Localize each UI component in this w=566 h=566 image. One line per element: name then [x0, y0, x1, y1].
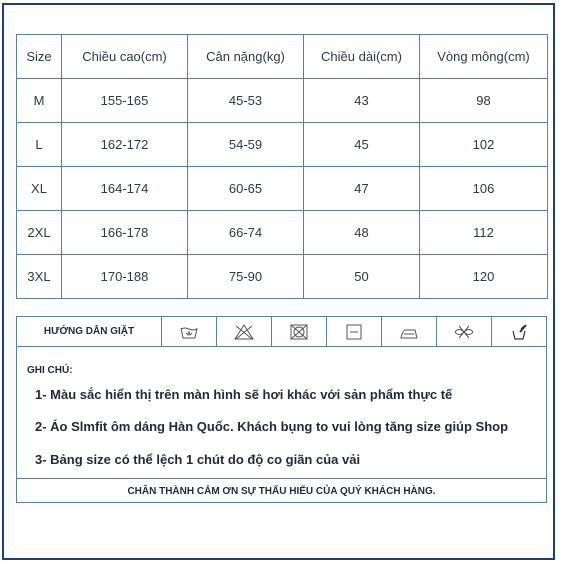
table-header-row	[17, 35, 548, 79]
cell-size: XL	[17, 167, 62, 211]
cell-length: 45	[304, 123, 420, 167]
thank-you-message: CHÂN THÀNH CẢM ƠN SỰ THẤU HIỂU CỦA QUÝ KHÁCH HÀNG.	[17, 478, 546, 503]
cell-size: M	[17, 79, 62, 123]
cell-length: 43	[304, 79, 420, 123]
iron-icon	[398, 323, 420, 341]
cell-size: 2XL	[17, 211, 62, 255]
notes-title: GHI CHÚ:	[27, 365, 73, 376]
cell-hip: 112	[420, 211, 548, 255]
flat-dry-icon	[343, 323, 365, 341]
cell-hip: 102	[420, 123, 548, 167]
note-item-1: 1- Màu sắc hiển thị trên màn hình sẽ hơi khác với sản phẩm thực tế	[35, 387, 453, 402]
cell-height: 155-165	[62, 79, 188, 123]
header-hip: Vòng mông(cm)	[420, 35, 548, 79]
note-item-2: 2- Áo Slmfit ôm dáng Hàn Quốc. Khách bụng to vui lòng tăng size giúp Shop	[35, 419, 509, 434]
dry-clean-icon	[508, 323, 530, 341]
no-tumble-dry-icon	[288, 323, 310, 341]
cell-hip: 120	[420, 255, 548, 299]
table-row	[17, 255, 548, 299]
cell-height: 170-188	[62, 255, 188, 299]
cell-weight: 75-90	[188, 255, 304, 299]
cell-height: 164-174	[62, 167, 188, 211]
cell-weight: 66-74	[188, 211, 304, 255]
cell-size: L	[17, 123, 62, 167]
care-notes-panel	[16, 316, 547, 503]
cell-height: 166-178	[62, 211, 188, 255]
header-size: Size	[17, 35, 62, 79]
cell-weight: 54-59	[188, 123, 304, 167]
cell-hip: 98	[420, 79, 548, 123]
cell-length: 50	[304, 255, 420, 299]
note-item-3: 3- Bảng size có thể lệch 1 chút do độ co giãn của vải	[35, 452, 361, 467]
size-chart-table	[16, 34, 548, 299]
no-wring-icon	[453, 323, 475, 341]
wash-instructions-title: HƯỚNG DẪN GIẶT	[17, 317, 162, 346]
no-bleach-icon	[233, 323, 255, 341]
table-row	[17, 167, 548, 211]
header-height: Chiều cao(cm)	[62, 35, 188, 79]
header-weight: Cân nặng(kg)	[188, 35, 304, 79]
hand-wash-icon	[178, 323, 200, 341]
cell-weight: 45-53	[188, 79, 304, 123]
cell-size: 3XL	[17, 255, 62, 299]
cell-height: 162-172	[62, 123, 188, 167]
table-row	[17, 123, 548, 167]
cell-weight: 60-65	[188, 167, 304, 211]
cell-length: 47	[304, 167, 420, 211]
header-length: Chiều dài(cm)	[304, 35, 420, 79]
cell-hip: 106	[420, 167, 548, 211]
table-row	[17, 211, 548, 255]
wash-instructions-row	[17, 317, 546, 347]
table-row	[17, 79, 548, 123]
cell-length: 48	[304, 211, 420, 255]
